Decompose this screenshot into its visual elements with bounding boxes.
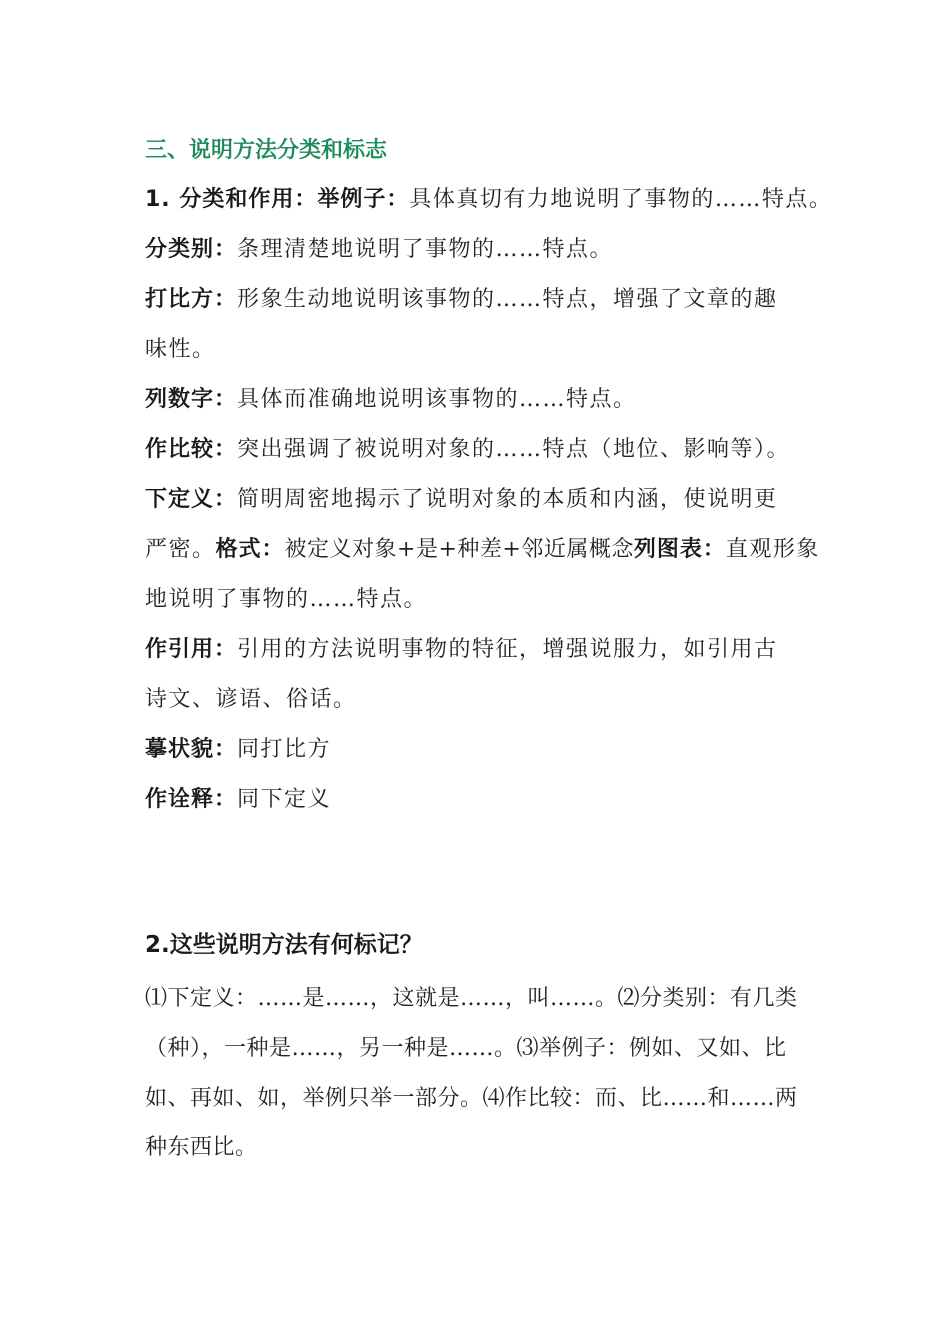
definition-text-cont (145, 535, 825, 565)
analogy-text: 形象生动地说明该事物的……特点，增强了文章的趣 (237, 287, 778, 312)
definition-text-end: 严密。 (145, 537, 216, 562)
numbers-text: 具体而准确地说明该事物的……特点。 (237, 387, 637, 412)
term-numbers: 列数字： (145, 387, 238, 412)
term-example: 举例子： (317, 187, 410, 212)
example-text: 具体真切有力地说明了事物的……特点。 (409, 187, 833, 212)
term-analogy: 打比方： (145, 287, 238, 312)
section-title: 三、说明方法分类和标志 (145, 138, 388, 163)
markers-line: （种），一种是……，另一种是……。⑶举例子：例如、又如、比 (145, 1036, 787, 1061)
definition-text: 简明周密地揭示了说明对象的本质和内涵，使说明更 (237, 487, 778, 512)
paragraph-description (145, 735, 825, 765)
term-description: 摹状貌： (145, 737, 238, 762)
markers-line: 如、再如、如，举例只举一部分。⑷作比较：而、比……和……两 (145, 1086, 798, 1111)
comparison-text: 突出强调了被说明对象的……特点（地位、影响等）。 (237, 437, 791, 462)
paragraph-classify (145, 235, 825, 265)
markers-line: ⑴下定义：……是……，这就是……，叫……。⑵分类别：有几类 (145, 986, 798, 1011)
paragraph-numbers (145, 385, 825, 415)
term-citation: 作引用： (145, 637, 238, 662)
subsection-title: 2.这些说明方法有何标记？ (145, 932, 423, 958)
analogy-text-cont: 味性。 (145, 337, 216, 362)
paragraph-analogy (145, 285, 825, 315)
citation-text: 引用的方法说明事物的特征，增强说服力，如引用古 (237, 637, 778, 662)
paragraph-classification (145, 185, 833, 215)
classify-text: 条理清楚地说明了事物的……特点。 (237, 237, 614, 262)
paragraph-comparison (145, 435, 825, 465)
paragraph-definition (145, 485, 825, 515)
classification-heading: 1. 分类和作用： (145, 187, 318, 212)
term-classify: 分类别： (145, 237, 238, 262)
chart-text: 直观形象 (725, 537, 820, 562)
markers-line: 种东西比。 (145, 1135, 258, 1160)
citation-text-cont: 诗文、谚语、俗话。 (145, 687, 357, 712)
description-text: 同打比方 (237, 737, 332, 762)
term-comparison: 作比较： (145, 437, 238, 462)
term-format: 格式： (215, 537, 285, 562)
paragraph-explanation (145, 785, 825, 815)
term-chart: 列图表： (633, 537, 726, 562)
chart-text-cont: 地说明了事物的……特点。 (145, 587, 428, 612)
format-text: 被定义对象+是+种差+邻近属概念 (284, 537, 634, 562)
paragraph-citation (145, 635, 825, 665)
term-definition: 下定义： (145, 487, 238, 512)
explanation-text: 同下定义 (237, 787, 332, 812)
term-explanation: 作诠释： (145, 787, 238, 812)
